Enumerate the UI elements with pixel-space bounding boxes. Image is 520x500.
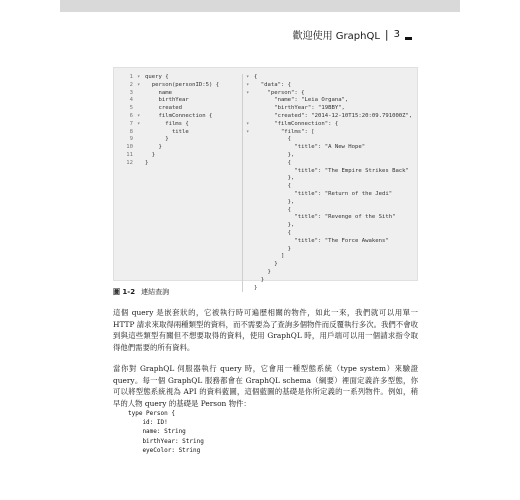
fold-marker: ▾ [246,74,250,80]
code-text: "title": "Revenge of the Sith" [254,214,396,221]
code-line [246,97,416,105]
fold-marker [246,152,254,160]
fold-marker [246,285,254,293]
fold-marker [137,144,145,152]
code-text: "name": "Leia Organa", [254,97,349,104]
fold-marker [246,183,254,191]
fold-marker: ▾ [137,81,141,88]
fold-marker [246,168,254,176]
line-number: 6 [129,112,133,119]
code-text: "title": "The Empire Strikes Back" [254,167,409,174]
code-line: name: String [128,428,186,436]
code-block [128,409,204,455]
code-line [120,160,240,168]
code-text: } [254,276,265,283]
code-line [246,160,416,168]
code-line [120,74,240,82]
code-line [246,207,416,215]
chapter-title: 歡迎使用 GraphQL [292,31,380,42]
code-line [246,82,416,90]
code-text: "films": [ [254,128,315,135]
fold-marker: ▾ [246,89,250,96]
code-line [246,230,416,238]
fold-marker [246,113,254,121]
fold-marker [246,253,254,261]
code-line [246,238,416,246]
code-line [246,191,416,199]
code-line [246,214,416,222]
code-text: "title": "Return of the Jedi" [254,190,393,197]
code-line [246,152,416,160]
code-text: created [145,105,183,112]
code-text: } [145,159,149,166]
code-line [120,82,240,90]
code-text: } [145,151,156,158]
code-text: "title": "A New Hope" [254,144,366,151]
fold-marker [246,160,254,168]
code-text: } [145,136,169,143]
body-paragraph: 這個 query 是嵌套狀的，它被執行時可遍歷相關的物件，如此一來，我們就可以用單一 HTTP 請求來取得兩種類型的資料，而不需要為了查詢多個物件而反覆執行多次。我們不會收到與這些類型有關但不想要取得的資料，使用 GraphQL 時，用戶端可以用一個請求指令取得他們需要的所有資料。 [113,308,418,352]
line-number: 8 [129,128,133,135]
code-line [120,97,240,105]
code-line [120,129,240,137]
fold-marker [246,269,254,277]
fold-marker: ▾ [137,120,141,127]
code-line [246,285,416,293]
fold-marker [246,261,254,269]
code-line: type Person { [128,410,175,417]
code-figure [113,67,418,291]
fold-marker [246,277,254,285]
line-number: 4 [129,97,133,104]
code-line [120,90,240,98]
fold-marker: ▾ [246,120,250,127]
code-text: "data": { [254,81,292,88]
line-number: 1 [129,74,133,80]
fold-marker: ▾ [246,128,250,135]
code-line: id: ID! [128,419,168,427]
query-pane [120,74,240,168]
code-line [246,105,416,113]
fold-marker [137,90,145,98]
line-number: 9 [129,136,133,143]
code-line [120,144,240,152]
fold-marker: ▾ [246,81,250,88]
fold-marker [246,238,254,246]
code-line [246,183,416,191]
code-text: }, [254,198,295,205]
code-line [246,90,416,98]
code-text: query { [145,74,169,80]
code-text: name [145,89,172,96]
fold-marker [137,136,145,144]
fold-marker: ▾ [137,112,141,119]
fold-marker [246,191,254,199]
code-text: person(personID:5) { [145,81,220,88]
fold-marker [246,144,254,152]
fold-marker [246,222,254,230]
fold-marker [137,97,145,105]
result-pane [242,74,416,292]
code-text: title [145,128,189,135]
code-text: { [254,183,292,190]
line-number: 3 [129,89,133,96]
fold-marker [246,207,254,215]
code-text: } [254,268,271,275]
code-text: } [254,261,278,268]
fold-marker [137,129,145,137]
fold-marker [246,175,254,183]
code-line [120,152,240,160]
code-text: { [254,229,292,236]
code-line [246,246,416,254]
fold-marker [246,230,254,238]
fold-marker [246,246,254,254]
code-line [120,105,240,113]
code-line [246,113,416,121]
code-text: } [145,144,162,151]
code-line: birthYear: String [128,437,204,445]
line-number: 12 [126,159,133,166]
code-line [246,253,416,261]
fold-marker [246,199,254,207]
line-number: 7 [129,120,133,127]
code-line [246,74,416,82]
figure-number: 圖 1-2 [113,288,136,296]
code-text: { [254,206,292,213]
figure-caption [113,287,169,297]
code-text: films { [145,120,189,127]
top-bar [60,0,460,12]
line-number: 10 [126,144,133,151]
code-line [246,121,416,129]
code-line [120,136,240,144]
code-line [246,136,416,144]
code-line [246,222,416,230]
code-line [246,199,416,207]
code-text: { [254,159,292,166]
code-text: }, [254,175,295,182]
line-number: 2 [129,81,133,88]
page-number: 3 [393,29,400,40]
line-number: 11 [126,151,133,158]
code-line [120,121,240,129]
fold-marker [137,105,145,113]
fold-marker [137,160,145,168]
code-text: } [254,284,258,291]
code-text: { [254,136,292,143]
code-line [246,175,416,183]
code-text: { [254,74,258,80]
code-line [246,144,416,152]
code-line [246,129,416,137]
header-mark [405,37,412,40]
figure-caption-text: 連結查詢 [141,288,170,296]
line-number: 5 [129,105,133,112]
body-paragraph: 當你對 GraphQL 伺服器執行 query 時，它會用一種型態系統（type system）來驗證 query。每一個 GraphQL 服務都會在 GraphQL schema（綱要）裡面定義許多型態，你可以將型態系統視為 API 的資料藍圖，這個藍圖的基礎是你所定義的一系列物件。例如，稍早的人物 query 的基礎是 Person 物件： [113,364,418,408]
code-line [246,269,416,277]
code-text: birthYear [145,97,189,104]
code-line [246,277,416,285]
fold-marker [246,136,254,144]
code-line [120,113,240,121]
fold-marker [246,97,254,105]
code-line [246,261,416,269]
fold-marker [137,152,145,160]
header-separator: | [384,28,389,41]
code-line [246,168,416,176]
code-text: "birthYear": "19BBY", [254,105,345,112]
code-text: "created": "2014-12-10T15:20:09.791000Z", [254,112,413,119]
code-text: } [254,245,292,252]
code-text: "title": "The Force Awakens" [254,237,389,244]
code-line: eyeColor: String [128,446,201,454]
code-text: ] [254,253,285,260]
fold-marker [246,105,254,113]
fold-marker [246,214,254,222]
code-text: }, [254,151,295,158]
code-text: "person": { [254,89,305,96]
code-text: "filmConnection": { [254,120,339,127]
page-header [293,27,412,42]
code-text: filmConnection { [145,112,213,119]
code-text: }, [254,222,295,229]
fold-marker: ▾ [137,74,141,80]
